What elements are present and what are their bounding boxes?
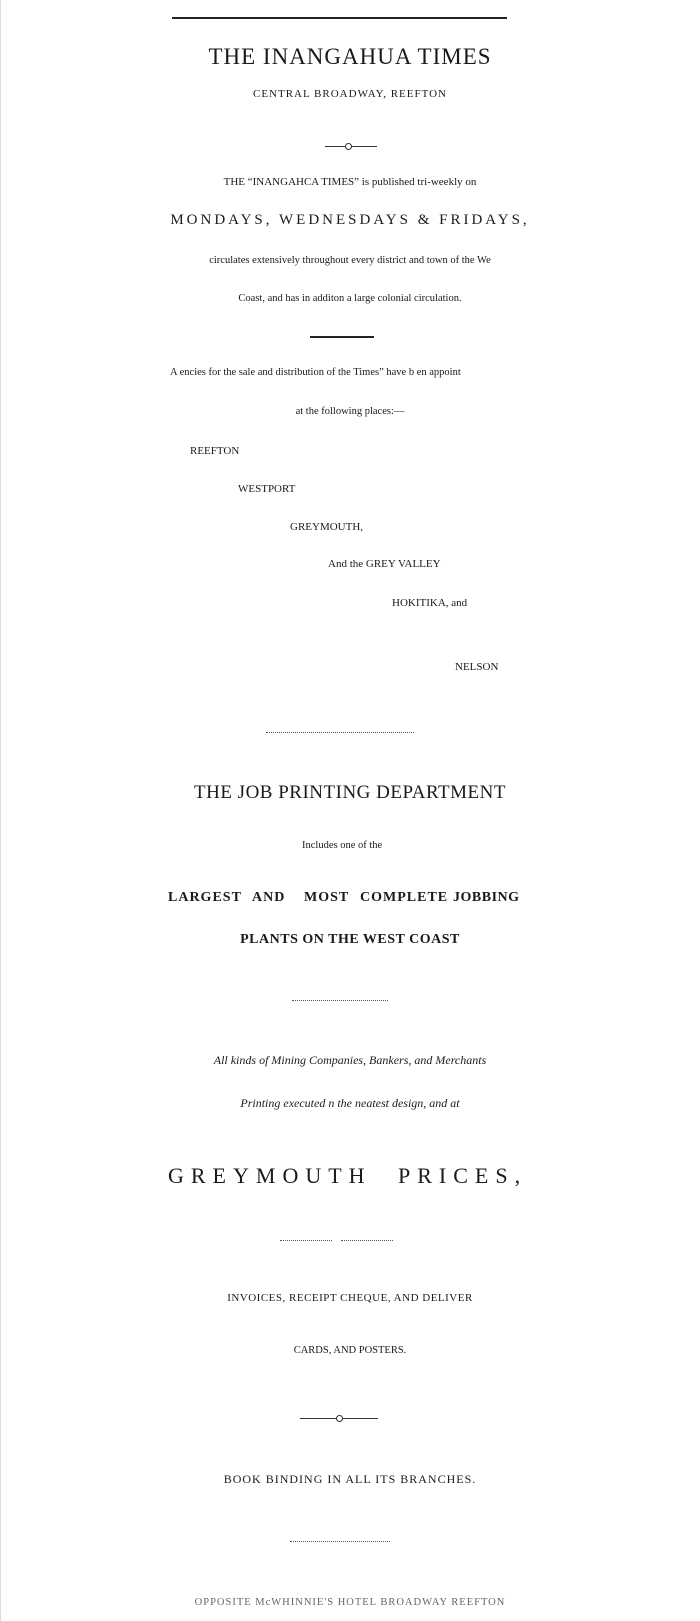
- largest-word-3: MOST: [304, 890, 350, 905]
- largest-word-4: COMPLETE: [360, 890, 449, 905]
- wavy-divider-3b: [341, 1240, 393, 1243]
- italic-line1: All kinds of Mining Companies, Bankers, and Merchants: [213, 1053, 487, 1067]
- prices-word-2: PRICES,: [398, 1163, 528, 1188]
- masthead-title: THE INANGAHUA TIMES: [208, 44, 492, 69]
- largest-word-1: LARGEST: [168, 890, 242, 905]
- divider-thick: [310, 336, 374, 338]
- place-grey-valley: And the GREY VALLEY: [328, 558, 441, 570]
- ornament-dot: [345, 143, 352, 150]
- ornament-dot-2: [336, 1415, 343, 1422]
- top-rule: [172, 17, 507, 19]
- publication-line1: THE “INANGAHCA TIMES” is published tri-weekly on: [223, 176, 477, 188]
- binding-line: BOOK BINDING IN ALL ITS BRANCHES.: [223, 1472, 477, 1486]
- publication-days: MONDAYS, WEDNESDAYS & FRIDAYS,: [170, 212, 530, 228]
- agencies-line2: at the following places:—: [295, 406, 405, 417]
- agencies-line1: A encies for the sale and distribution of the Times” have b en appoint: [170, 367, 461, 378]
- publication-line4: Coast, and has in additon a large colonial circulation.: [238, 293, 462, 304]
- job-printing-heading: THE JOB PRINTING DEPARTMENT: [194, 782, 506, 803]
- italic-line2: Printing executed n the neatest design, and at: [240, 1096, 460, 1110]
- plants-line: PLANTS ON THE WEST COAST: [240, 932, 460, 947]
- page-edge: [0, 0, 1, 1621]
- footer-line: OPPOSITE McWHINNIE'S HOTEL BROADWAY REEFTON: [194, 1597, 506, 1608]
- place-westport: WESTPORT: [238, 483, 296, 495]
- wavy-divider-3a: [280, 1240, 332, 1243]
- wavy-divider: [266, 732, 414, 735]
- prices-word-1: GREYMOUTH: [168, 1163, 372, 1188]
- publication-line3: circulates extensively throughout every district and town of the We: [209, 255, 491, 266]
- place-nelson: NELSON: [455, 661, 499, 673]
- largest-word-5: JOBBING: [453, 890, 520, 905]
- invoices-line1: INVOICES, RECEIPT CHEQUE, AND DELIVER: [227, 1292, 473, 1304]
- wavy-divider-4: [290, 1541, 390, 1544]
- masthead-address: CENTRAL BROADWAY, REEFTON: [253, 88, 447, 100]
- largest-word-2: AND: [252, 890, 286, 905]
- place-hokitika: HOKITIKA, and: [392, 597, 468, 609]
- invoices-line2: CARDS, AND POSTERS.: [293, 1345, 407, 1356]
- job-printing-includes: Includes one of the: [302, 840, 383, 851]
- wavy-divider-2: [292, 1000, 388, 1003]
- place-greymouth: GREYMOUTH,: [290, 521, 364, 533]
- place-reefton: REEFTON: [190, 445, 240, 457]
